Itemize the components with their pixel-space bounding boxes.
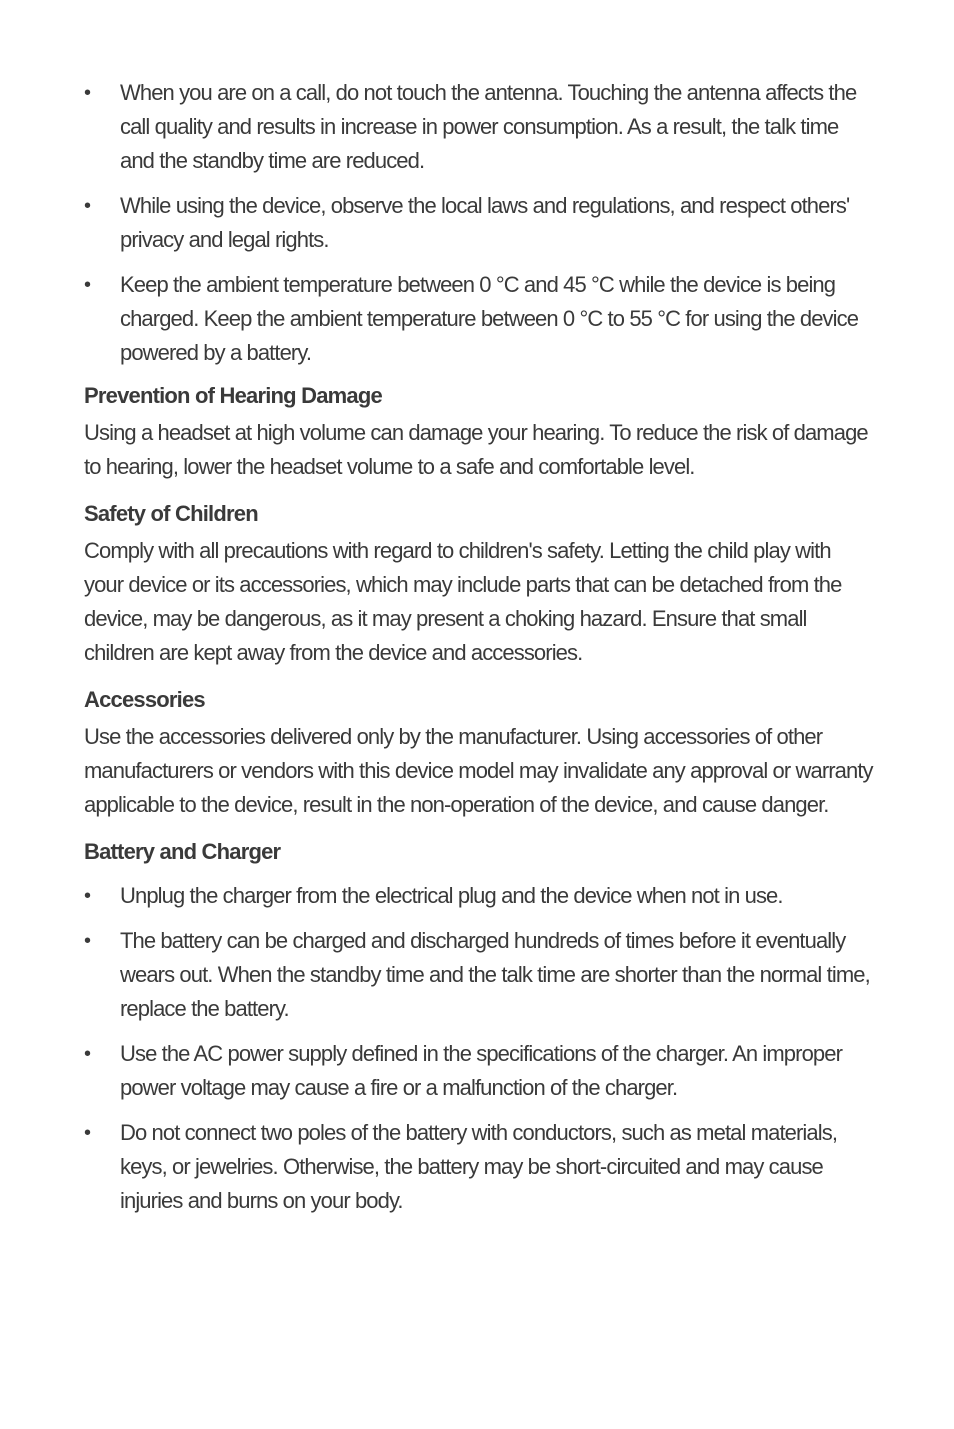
bullet-text: The battery can be charged and discharged hundreds of times before it eventually wears out. When the standby time and the talk time are shorter than the normal time, replace the battery. — [120, 928, 870, 1021]
section-heading-hearing: Prevention of Hearing Damage — [84, 383, 382, 408]
bullet-text: While using the device, observe the local laws and regulations, and respect others' privacy and legal rights. — [120, 193, 850, 252]
list-item — [84, 879, 874, 913]
list-item — [84, 268, 874, 370]
section-heading-battery: Battery and Charger — [84, 839, 281, 864]
bullet-text: Use the AC power supply defined in the specifications of the charger. An improper power voltage may cause a fire or a malfunction of the charger. — [120, 1041, 843, 1100]
bullet-icon: • — [84, 195, 91, 217]
intro-bullet-list — [84, 76, 874, 370]
section-body-children: Comply with all precautions with regard to children's safety. Letting the child play with your device or its accessories, which may include parts that can be detached from the device, may be dangerous, as it may present a choking hazard. Ensure that small children are kept away from the device and accessories. — [84, 538, 842, 665]
list-item — [84, 1037, 874, 1105]
section-heading-accessories: Accessories — [84, 687, 205, 712]
bullet-icon: • — [84, 930, 91, 952]
bullet-icon: • — [84, 1122, 91, 1144]
section-body-accessories: Use the accessories delivered only by the manufacturer. Using accessories of other manufacturers or vendors with this device model may invalidate any approval or warranty applicable to the device, result in the non-operation of the device, and cause danger. — [84, 724, 873, 817]
bullet-text: Unplug the charger from the electrical plug and the device when not in use. — [120, 883, 783, 908]
section-body-hearing: Using a headset at high volume can damage your hearing. To reduce the risk of damage to hearing, lower the headset volume to a safe and comfortable level. — [84, 420, 868, 479]
bullet-icon: • — [84, 1043, 91, 1065]
battery-bullet-list — [84, 879, 874, 1218]
bullet-text: Do not connect two poles of the battery with conductors, such as metal materials, keys, or jewelries. Otherwise, the battery may be short-circuited and may cause injuries and burns on your body. — [120, 1120, 838, 1213]
list-item — [84, 189, 874, 257]
list-item — [84, 924, 874, 1026]
document-page — [84, 76, 874, 1229]
section-heading-children: Safety of Children — [84, 501, 258, 526]
list-item — [84, 76, 874, 178]
bullet-icon: • — [84, 885, 91, 907]
bullet-text: When you are on a call, do not touch the antenna. Touching the antenna affects the call quality and results in increase in power consumption. As a result, the talk time and the standby time are reduced. — [120, 80, 857, 173]
bullet-icon: • — [84, 82, 91, 104]
bullet-icon: • — [84, 274, 91, 296]
list-item — [84, 1116, 874, 1218]
bullet-text: Keep the ambient temperature between 0 °C and 45 °C while the device is being charged. Keep the ambient temperature between 0 °C to 55 °C for using the device powered by a battery. — [120, 272, 859, 365]
